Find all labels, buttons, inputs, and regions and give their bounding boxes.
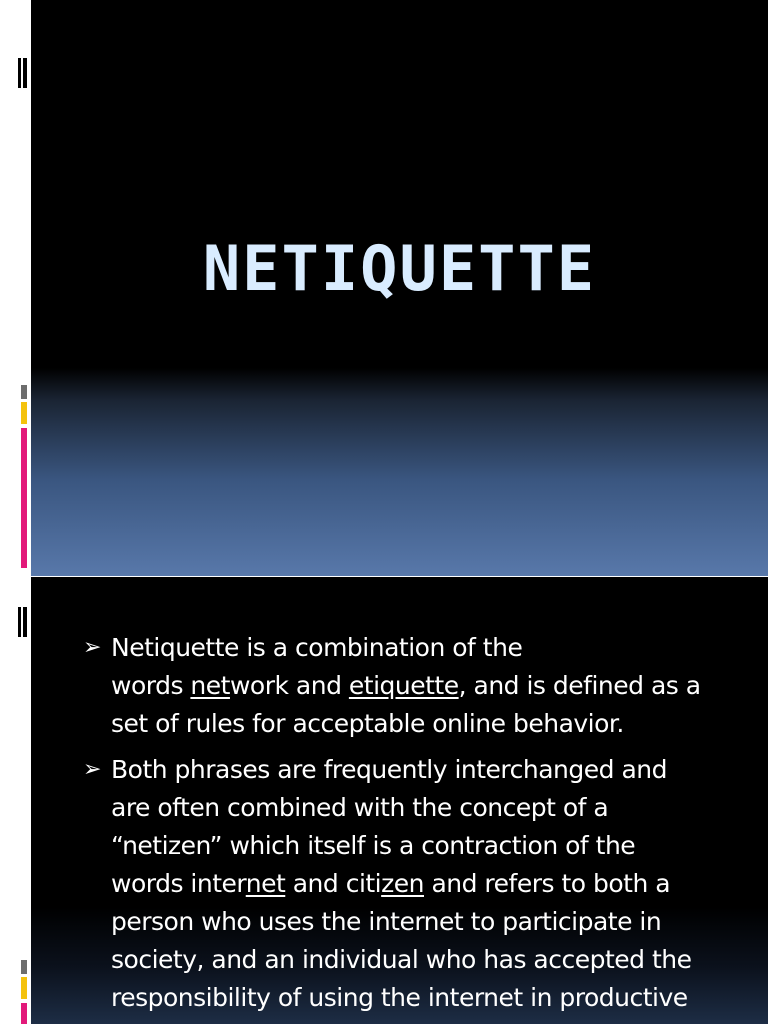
gutter-mark-4: [21, 402, 27, 424]
gutter-mark-7: [23, 607, 27, 637]
gutter-mark-2: [23, 58, 27, 88]
text-and-citi: and citi: [285, 869, 382, 898]
gutter-mark-6: [18, 607, 21, 637]
underlined-zen: zen: [381, 869, 424, 898]
bullet-1-line-3: set of rules for acceptable online behavior.: [111, 709, 624, 738]
bullet-2-line-6: society, and an individual who has accepted the: [111, 945, 692, 974]
bullet-2-line-1: Both phrases are frequently interchanged and: [111, 755, 668, 784]
bullet-2-line-2: are often combined with the concept of a: [111, 793, 609, 822]
bullet-1-line-2: [111, 667, 761, 705]
text-words-inter: words inter: [111, 869, 246, 898]
bullet-arrow-icon: ➢: [83, 757, 101, 782]
text-defined: , and is defined as a: [458, 671, 701, 700]
bullet-2-line-3: “netizen” which itself is a contraction of the: [111, 831, 636, 860]
gutter-mark-3: [21, 385, 27, 399]
title-slide: [31, 0, 768, 576]
gutter-mark-5: [21, 428, 27, 568]
text-work-and: work and: [229, 671, 349, 700]
underlined-etiquette: etiquette: [348, 671, 459, 700]
left-gutter: [0, 0, 31, 1024]
bullet-2-line-7: responsibility of using the internet in productive: [111, 983, 688, 1012]
content-slide: [31, 577, 768, 1024]
underlined-net: net: [190, 671, 230, 700]
text-refers: and refers to both a: [424, 869, 671, 898]
slide-content: [81, 629, 761, 1024]
gutter-mark-9: [21, 977, 27, 999]
text-words: words: [111, 671, 191, 700]
bullet-item-1: [81, 629, 761, 743]
gutter-mark-1: [18, 58, 21, 88]
bullet-2-line-5: person who uses the internet to participate in: [111, 907, 662, 936]
bullet-2-line-4: [111, 865, 761, 903]
gutter-mark-8: [21, 960, 27, 974]
bullet-item-2: [81, 751, 761, 1017]
gutter-mark-10: [21, 1003, 27, 1024]
bullet-arrow-icon: ➢: [83, 635, 101, 660]
bullet-1-line-1: Netiquette is a combination of the: [111, 633, 523, 662]
underlined-net: net: [245, 869, 286, 898]
slide-title: NETIQUETTE: [202, 232, 597, 305]
